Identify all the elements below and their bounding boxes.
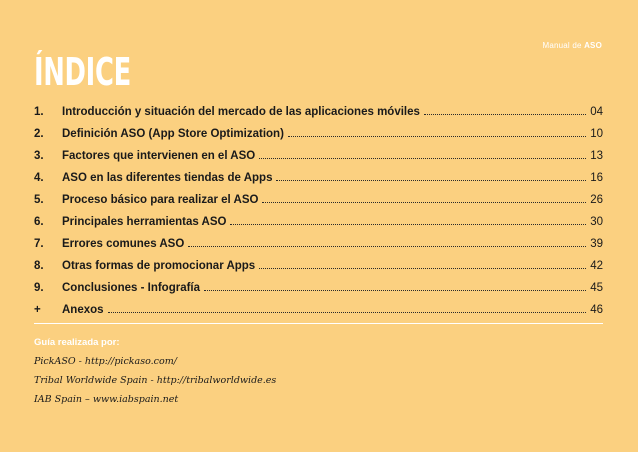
toc-row[interactable] (34, 260, 603, 282)
toc-page-number: 45 (590, 282, 603, 294)
toc-leader-dots (276, 180, 586, 181)
toc-page-number: 42 (590, 260, 603, 272)
toc-row[interactable] (34, 172, 603, 194)
toc-row[interactable] (34, 238, 603, 260)
toc-leader-dots (230, 224, 586, 225)
toc-leader-dots (424, 114, 586, 115)
toc-title: Definición ASO (App Store Optimization) (62, 128, 284, 140)
toc-page-number: 16 (590, 172, 603, 184)
toc-number: 8. (34, 260, 44, 272)
toc-leader-dots (259, 158, 586, 159)
credits-heading: Guía realizada por: (34, 337, 120, 348)
toc-page-number: 30 (590, 216, 603, 228)
table-of-contents (34, 106, 603, 326)
toc-leader-dots (259, 268, 586, 269)
toc-leader-dots (188, 246, 586, 247)
credit-line-tribal-worldwide: Tribal Worldwide Spain - http://tribalworldwide.es (34, 375, 277, 386)
page-title: ÍNDICE (34, 50, 131, 94)
toc-number: + (34, 304, 41, 316)
toc-row[interactable] (34, 194, 603, 216)
toc-number: 5. (34, 194, 44, 206)
toc-page-number: 04 (590, 106, 603, 118)
credits-section (34, 333, 534, 409)
toc-row[interactable] (34, 128, 603, 150)
toc-title: ASO en las diferentes tiendas de Apps (62, 172, 273, 184)
toc-leader-dots (262, 202, 586, 203)
toc-number: 7. (34, 238, 44, 250)
toc-title: Factores que intervienen en el ASO (62, 150, 256, 162)
toc-number: 3. (34, 150, 44, 162)
toc-row[interactable] (34, 106, 603, 128)
toc-page-number: 26 (590, 194, 603, 206)
toc-page-number: 13 (590, 150, 603, 162)
toc-title: Proceso básico para realizar el ASO (62, 194, 259, 206)
toc-leader-dots (204, 290, 586, 291)
header-label-prefix: Manual de (542, 41, 585, 50)
toc-title: Introducción y situación del mercado de las aplicaciones móviles (62, 106, 420, 118)
header-label-bold: ASO (584, 41, 602, 50)
toc-leader-dots (108, 312, 587, 313)
toc-row[interactable] (34, 150, 603, 172)
credit-line-pickaso: PickASO - http://pickaso.com/ (34, 356, 177, 367)
toc-number: 9. (34, 282, 44, 294)
header-label (542, 41, 602, 50)
section-divider (34, 323, 603, 324)
toc-number: 1. (34, 106, 44, 118)
toc-row[interactable] (34, 216, 603, 238)
toc-number: 2. (34, 128, 44, 140)
toc-number: 4. (34, 172, 44, 184)
toc-title: Errores comunes ASO (62, 238, 185, 250)
toc-title: Otras formas de promocionar Apps (62, 260, 256, 272)
toc-title: Conclusiones - Infografía (62, 282, 201, 294)
toc-leader-dots (288, 136, 586, 137)
toc-page-number: 46 (590, 304, 603, 316)
toc-page-number: 39 (590, 238, 603, 250)
toc-number: 6. (34, 216, 44, 228)
toc-title: Anexos (62, 304, 104, 316)
toc-page-number: 10 (590, 128, 603, 140)
toc-row[interactable] (34, 282, 603, 304)
credit-line-iab-spain: IAB Spain – www.iabspain.net (34, 394, 179, 405)
toc-title: Principales herramientas ASO (62, 216, 227, 228)
